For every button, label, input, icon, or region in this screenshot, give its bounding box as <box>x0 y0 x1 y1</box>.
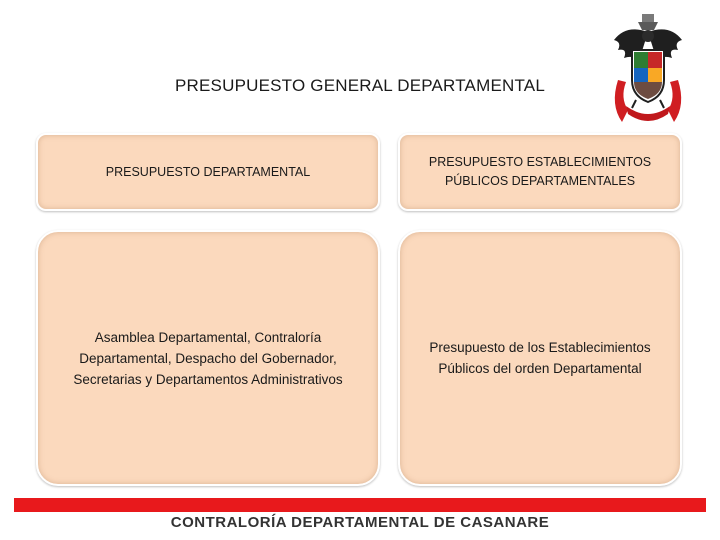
presupuesto-establecimientos-header <box>398 133 682 211</box>
footer-organization-name: CONTRALORÍA DEPARTAMENTAL DE CASANARE <box>170 514 550 531</box>
presupuesto-departamental-header-text: PRESUPUESTO DEPARTAMENTAL <box>105 164 311 179</box>
footer-red-bar <box>14 498 706 512</box>
presupuesto-departamental-detail <box>36 230 380 486</box>
page-title: PRESUPUESTO GENERAL DEPARTAMENTAL <box>175 76 545 95</box>
presupuesto-establecimientos-detail-text: Presupuesto de los Establecimientos Públicos del orden Departamental <box>429 340 651 376</box>
presupuesto-departamental-detail-text: Asamblea Departamental, Contraloría Departamental, Despacho del Gobernador, Secretarias y Departamentos Administrativos <box>73 329 343 387</box>
presupuesto-establecimientos-detail <box>398 230 682 486</box>
coat-of-arms-icon <box>608 10 688 128</box>
presupuesto-establecimientos-header-text: PRESUPUESTO ESTABLECIMIENTOS PÚBLICOS DEPARTAMENTALES <box>428 155 652 188</box>
presupuesto-departamental-header <box>36 133 380 211</box>
